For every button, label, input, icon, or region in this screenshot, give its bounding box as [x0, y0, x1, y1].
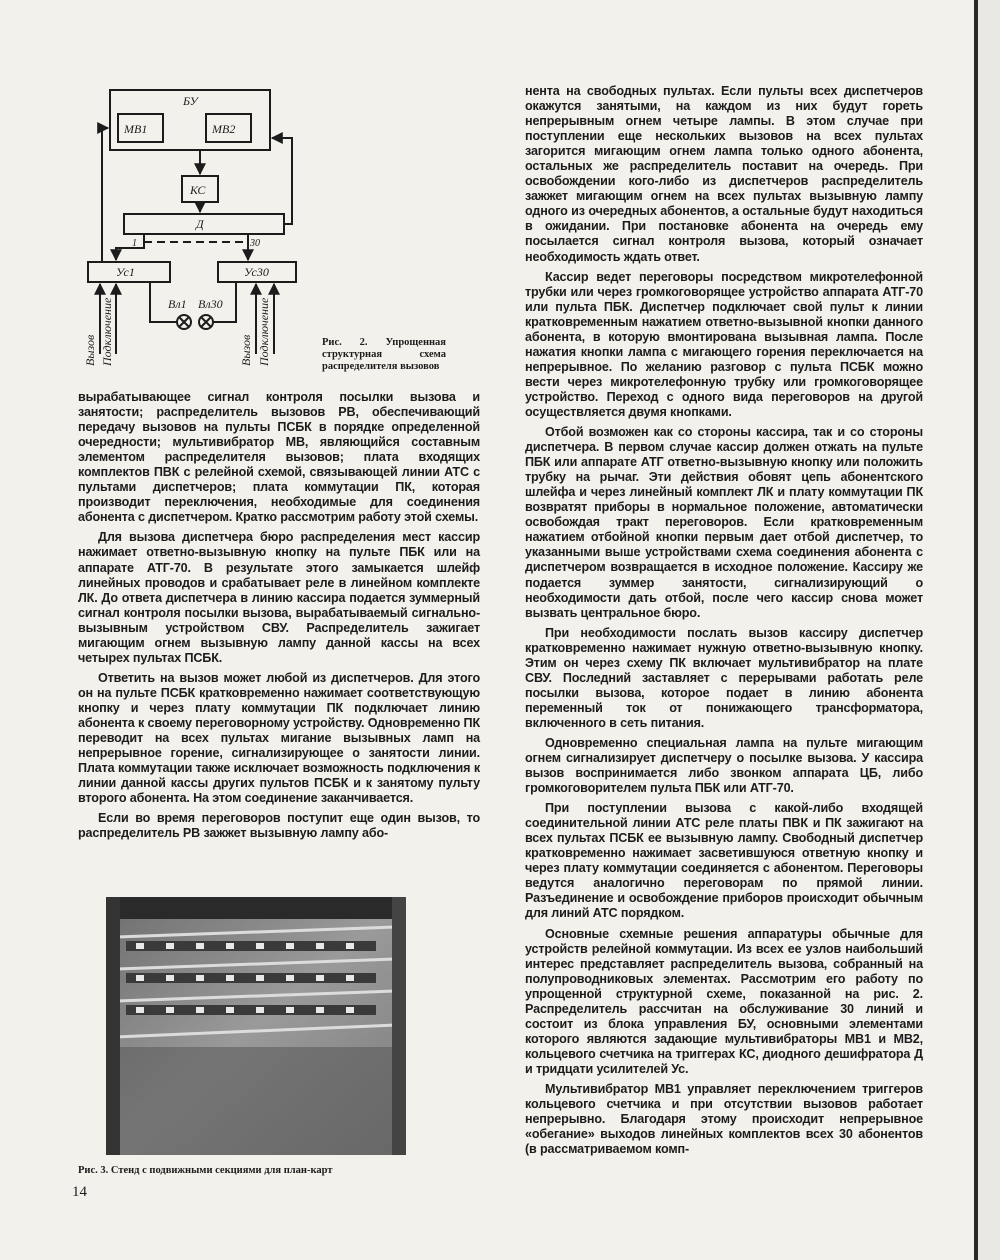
d-block — [124, 214, 284, 234]
lamp-vl30-icon — [199, 315, 213, 329]
paragraph: Мультивибратор МВ1 управляет переключением триггеров кольцевого счетчика и при отсутствии вызовов работает непрерывно. Благодаря этому происходит непрерывное «обегание» выходов линейных комплектов всех 30 абонентов (в рассматриваемом комп- — [525, 1082, 923, 1157]
label-vl1: Вл1 — [168, 297, 187, 311]
label-us1: Ус1 — [116, 265, 135, 279]
label-vl30: Вл30 — [198, 297, 223, 311]
label-line1: 1 — [132, 238, 137, 249]
paragraph: Кассир ведет переговоры посредством микротелефонной трубки или через громкоговорящее устройство аппарата АТГ-70 или пульта ПБК. Диспетчер подключает свой пульт к линии кратковременным нажатием ответно-вызывной кнопки данного абонента, в которую вмонтирована вызывная лампа. После нажатия кнопки лампа с мигающего горения переключается на непрерывное. По желанию разговор с пульта ПСБК можно вести через микротелефонную трубку или громкоговорящее устройство. Переход с одного вида переговоров на другой осуществляется двумя кнопками. — [525, 269, 923, 419]
figure-2-caption: Рис. 2. Упрощенная структурная схема распределителя вызовов — [322, 337, 446, 372]
left-column — [78, 390, 480, 846]
label-bu: БУ — [183, 94, 198, 108]
stand-photo — [106, 897, 406, 1155]
page-number: 14 — [72, 1184, 87, 1200]
paragraph: нента на свободных пультах. Если пульты всех диспетчеров окажутся занятыми, на каждом из них будут гореть непрерывным огнем четыре лампы. В этом случае при поступлении еще нескольких вызовов на всех пультах загорится мигающим огнем лампа только одного абонента, остальных же распределитель поставит на очередь. При освобождении кого-либо из диспетчеров распределитель зажжет мигающим огнем на всех пультах вызывную лампу одного из очередных абонентов, а остальные будут находиться в ожидании. При постановке абонента на очередь ему посылается сигнал контроля вызова, который означает необходимость ждать ответ. — [525, 84, 923, 264]
paragraph: Основные схемные решения аппаратуры обычные для устройств релейной коммутации. Из всех ее узлов наибольший интерес представляет распределитель вызова, собранный на полупроводниковых элементах. Рассмотрим его работу по упрощенной структурной схеме, показанной на рис. 2. Распределитель рассчитан на обслуживание 30 линий и состоит из блока управления БУ, основными элементами которого являются задающие мультивибраторы МВ1 и МВ2, кольцевого счетчика на триггерах КС, диодного дешифратора Д и тридцати усилителей Ус. — [525, 926, 923, 1076]
label-connect-right: Подключение — [257, 297, 271, 366]
paragraph: Для вызова диспетчера бюро распределения мест кассир нажимает ответно-вызывную кнопку на пульте ПБК или на аппарате АТГ-70. В результате этого замыкается шлейф линейных проводов и срабатывает реле в линейном комплекте ЛК. До ответа диспетчера в линию кассира подается зуммерный сигнал контроля посылки вызова, вырабатываемый сигнально-вызывным устройством СВУ. Распределитель зажигает мигающим огнем вызывную лампу данной кассы на всех четырех пультах ПСБК. — [78, 530, 480, 665]
paragraph: Если во время переговоров поступит еще один вызов, то распределитель РВ зажжет вызывную лампу або- — [78, 811, 480, 841]
paragraph: Отбой возможен как со стороны кассира, так и со стороны диспетчера. В первом случае кассир должен отжать на пульте ПБК или аппарате АТГ ответно-вызывную кнопку или положить трубку на рычаг. Эти действия обовят цепь абонентского шлейфа и через линейный комплект ЛК и плату коммутации ПК возвратят приборы в нормальное положение, автоматически освобождая тракт переговоров. Если кратковременным нажатием отбойной кнопки первым дает отбой диспетчер, то указанными выше устройствами схема соединения абонента с диспетчером возвращается в исходное положение. Кассиру же подается зуммер занятости, сигнализирующий о необходимости дать отбой, после чего кассир снова может вызвать центральное бюро. — [525, 425, 923, 620]
label-call-left: Вызов — [83, 334, 97, 366]
label-d: Д — [196, 217, 204, 231]
page-edge-line — [974, 0, 978, 1260]
label-call-right: Вызов — [239, 334, 253, 366]
label-mv1: МВ1 — [124, 122, 148, 136]
paragraph: При необходимости послать вызов кассиру диспетчер кратковременно нажимает нужную ответно-вызывную кнопку. Этим он через схему ПК включает мультивибратор на плате СВУ. Последний заставляет с перерывами работать реле посылки вызова, которое подает в линию абонента переменный ток от понижающего трансформатора, включенного в сеть питания. — [525, 625, 923, 730]
call-distributor-diagram — [78, 84, 328, 384]
paragraph: При поступлении вызова с какой-либо входящей соединительной линии АТС реле платы ПВК и ПК зажигают на всех пультах ПСБК ее вызывную лампу. Свободный диспетчер кратковременно нажимает засветившуюся ответную кнопку и через плату коммутации соединяется с абонентом. Переговоры ведутся аналогично переговорам по прямой линии. Разъединение и освобождение приборов происходит обычным для линий АТС порядком. — [525, 801, 923, 921]
label-ks: КС — [190, 183, 206, 197]
lamp-vl1-icon — [177, 315, 191, 329]
label-us30: Ус30 — [244, 265, 269, 279]
page-edge-shadow — [978, 0, 1000, 1260]
paragraph: Одновременно специальная лампа на пульте мигающим огнем сигнализирует диспетчеру о посылке вызова. У кассира вызов воспринимается либо звонком аппарата ЦБ, либо громкоговорителем пульта ПБК или АТГ-70. — [525, 735, 923, 796]
paragraph: Ответить на вызов может любой из диспетчеров. Для этого он на пульте ПСБК кратковременно нажимает соответствующую кнопку и через плату коммутации ПК подключает линию абонента к своему переговорному устройству. Одновременно ПК переводит на всех пультах мигание вызывных ламп на непрерывное горение, сигнализирующее о занятости линии. Плата коммутации также исключает возможность подключения к линии данной кассы других пультов ПСБК и к занятому пульту второго абонента. На этом соединение заканчивается. — [78, 670, 480, 806]
label-line30: 30 — [250, 238, 260, 249]
label-mv2: МВ2 — [212, 122, 236, 136]
paragraph: вырабатывающее сигнал контроля посылки вызова и занятости; распределитель вызовов РВ, обеспечивающий передачу вызовов на пульты ПСБК в порядке определенной очередности; мультивибратор МВ, являющийся составным элементом распределителя вызовов; плата входящих комплектов ПВК с релейной схемой, связывающей линии АТС с пультами диспетчеров; плата коммутации ПК, которая производит переключения, необходимые для соединения абонента с диспетчером. Кратко рассмотрим работу этой схемы. — [78, 390, 480, 525]
right-column — [525, 84, 923, 1162]
label-connect-left: Подключение — [100, 297, 114, 366]
figure-3-caption: Рис. 3. Стенд с подвижными секциями для план-карт — [78, 1165, 333, 1176]
